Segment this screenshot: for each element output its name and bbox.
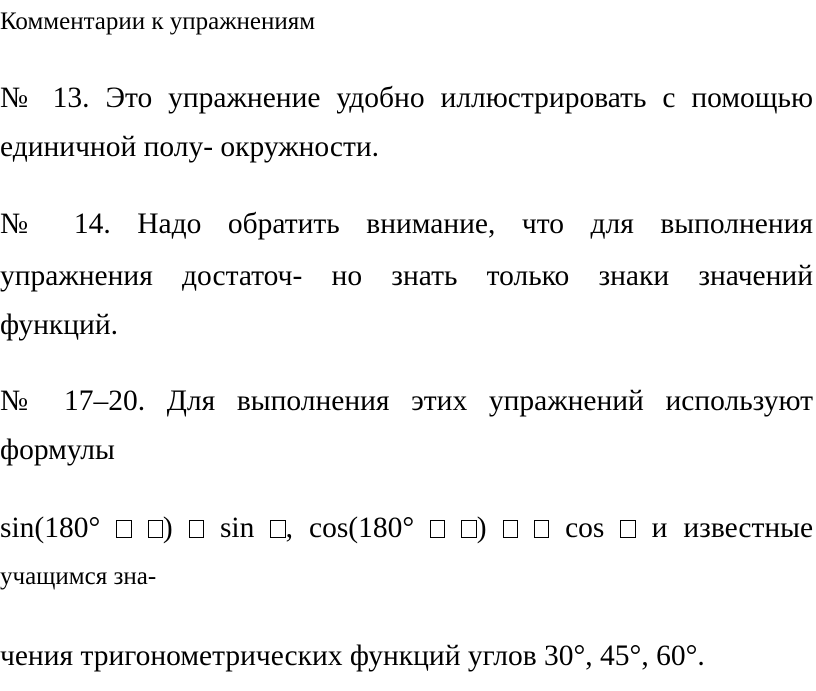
exercise-17-20-line-2: формулы (0, 434, 115, 466)
formula-cos-open: , cos(180° (285, 512, 415, 544)
missing-glyph-icon (620, 520, 635, 538)
formula-sin-open: sin(180° (0, 512, 101, 544)
exercise-14-line-1: № 14. Надо обратить внимание, что для выполнения (0, 208, 813, 240)
exercise-17-20-line-1: № 17–20. Для выполнения этих упражнений используют (0, 385, 813, 417)
exercise-14-line-2: упражнения достаточ- но знать только знаки значений (0, 260, 813, 292)
missing-glyph-icon (270, 520, 285, 538)
exercise-13-line-1: № 13. Это упражнение удобно иллюстрировать с помощью (0, 82, 813, 114)
missing-glyph-icon (148, 520, 163, 538)
formula-line-2: учащимся зна- (0, 563, 157, 590)
formula-tail: и известные (651, 512, 814, 544)
formula-cos-close: ) (476, 512, 487, 544)
formula-line (0, 514, 813, 544)
formula-sin-word: sin (219, 512, 255, 544)
missing-glyph-icon (461, 520, 476, 538)
exercise-13-line-2: единичной полу- окружности. (0, 131, 380, 163)
formula-cos-word: cos (565, 512, 605, 544)
missing-glyph-icon (503, 520, 518, 538)
missing-glyph-icon (534, 520, 549, 538)
formula-sin-close: ) (162, 512, 173, 544)
page-title: Комментарии к упражнениям (0, 8, 316, 35)
final-line: чения тригонометрических функций углов 30°, 45°, 60°. (0, 640, 705, 672)
missing-glyph-icon (189, 520, 204, 538)
missing-glyph-icon (430, 520, 445, 538)
missing-glyph-icon (116, 520, 131, 538)
exercise-14-line-3: функций. (0, 309, 118, 341)
